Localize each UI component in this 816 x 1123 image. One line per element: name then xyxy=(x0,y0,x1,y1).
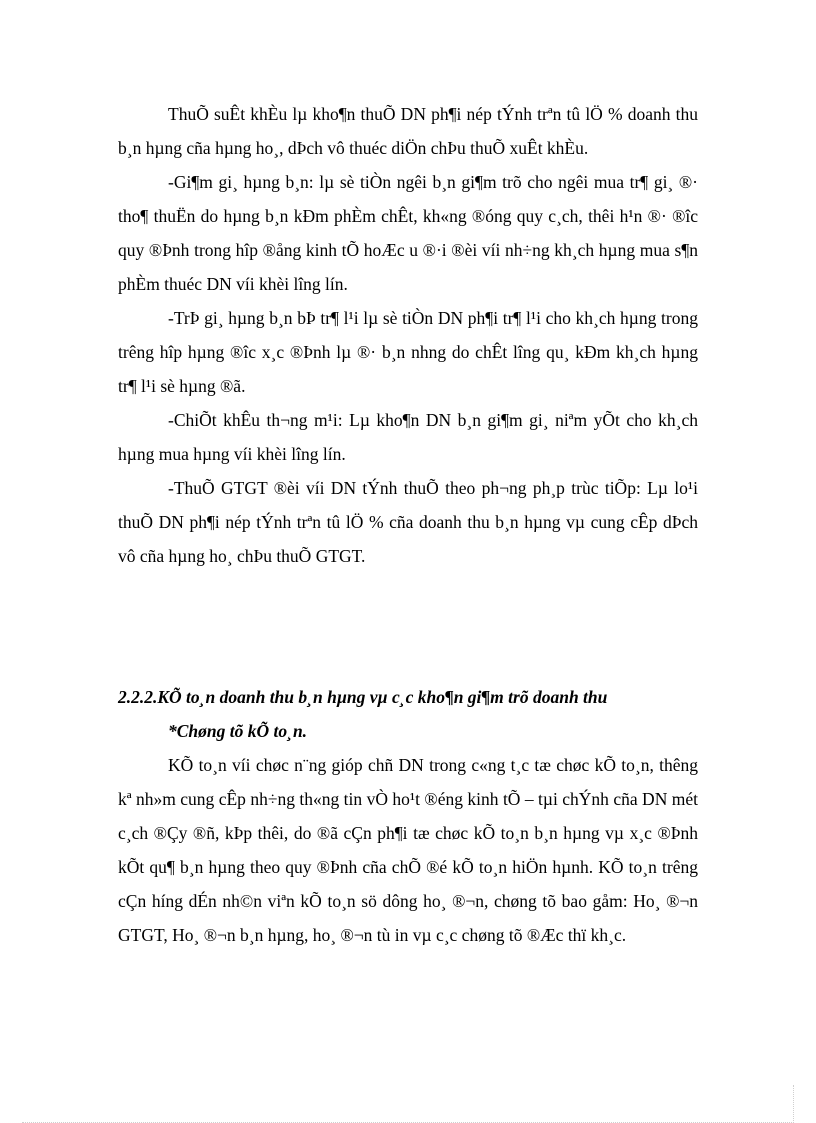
section-subheading: *Chøng tõ kÕ to¸n. xyxy=(168,721,308,741)
section-2-2-2 xyxy=(118,680,698,952)
page-right-border xyxy=(793,1085,794,1123)
paragraph-export-tax: ThuÕ suÊt khÈu lµ kho¶n thuÕ DN ph¶i nép tÝnh trªn tû lÖ % doanh thu b¸n hµng cña hµng ho¸, dÞch vô thuéc diÖn chÞu thuÕ xuÊt khÈu. xyxy=(118,104,698,158)
paragraph-sales-discount: -Gi¶m gi¸ hµng b¸n: lµ sè tiÒn ngêi b¸n gi¶m trõ cho ngêi mua tr¶ gi¸ ®· tho¶ thuËn do hµng b¸n kÐm phÈm chÊt, kh«ng ®óng quy c¸ch, thêi h¹n ®· ®îc quy ®Þnh trong hîp ®ång kinh tÕ hoÆc u ®·i ®èi víi nh÷ng kh¸ch hµng mua s¶n phÈm thuéc DN víi khèi lîng lín. xyxy=(118,172,698,294)
paragraph-trade-discount: -ChiÕt khÊu th¬ng m¹i: Lµ kho¶n DN b¸n gi¶m gi¸ niªm yÕt cho kh¸ch hµng mua hµng víi khèi lîng lín. xyxy=(118,410,698,464)
section-heading: 2.2.2.KÕ to¸n doanh thu b¸n hµng vµ c¸c kho¶n gi¶m trõ doanh thu xyxy=(118,687,608,707)
body-text xyxy=(118,97,698,573)
paragraph-sales-returns: -TrÞ gi¸ hµng b¸n bÞ tr¶ l¹i lµ sè tiÒn DN ph¶i tr¶ l¹i cho kh¸ch hµng trong trêng hîp hµng ®îc x¸c ®Þnh lµ ®· b¸n nhng do chÊt lîng qu¸ kÐm kh¸ch hµng tr¶ l¹i sè hµng ®ã. xyxy=(118,308,698,396)
section-paragraph: KÕ to¸n víi chøc n¨ng gióp chñ DN trong c«ng t¸c tæ chøc kÕ to¸n, thêng kª nh»m cung cÊp nh÷ng th«ng tin vÒ ho¹t ®éng kinh tÕ – tµi chÝnh cña DN mét c¸ch ®Çy ®ñ, kÞp thêi, do ®ã cÇn ph¶i tæ chøc kÕ to¸n b¸n hµng vµ x¸c ®Þnh kÕt qu¶ b¸n hµng theo quy ®Þnh cña chÕ ®é kÕ to¸n hiÖn hµnh. KÕ to¸n trêng cÇn híng dÉn nh©n viªn kÕ to¸n sö dông ho¸ ®¬n, chøng tõ bao gåm: Ho¸ ®¬n GTGT, Ho¸ ®¬n b¸n hµng, ho¸ ®¬n tù in vµ c¸c chøng tõ ®Æc thï kh¸c. xyxy=(118,755,698,945)
paragraph-vat-direct: -ThuÕ GTGT ®èi víi DN tÝnh thuÕ theo ph¬ng ph¸p trùc tiÕp: Lµ lo¹i thuÕ DN ph¶i nép tÝnh trªn tû lÖ % cña doanh thu b¸n hµng vµ cung cÊp dÞch vô cña hµng ho¸ chÞu thuÕ GTGT. xyxy=(118,478,698,566)
